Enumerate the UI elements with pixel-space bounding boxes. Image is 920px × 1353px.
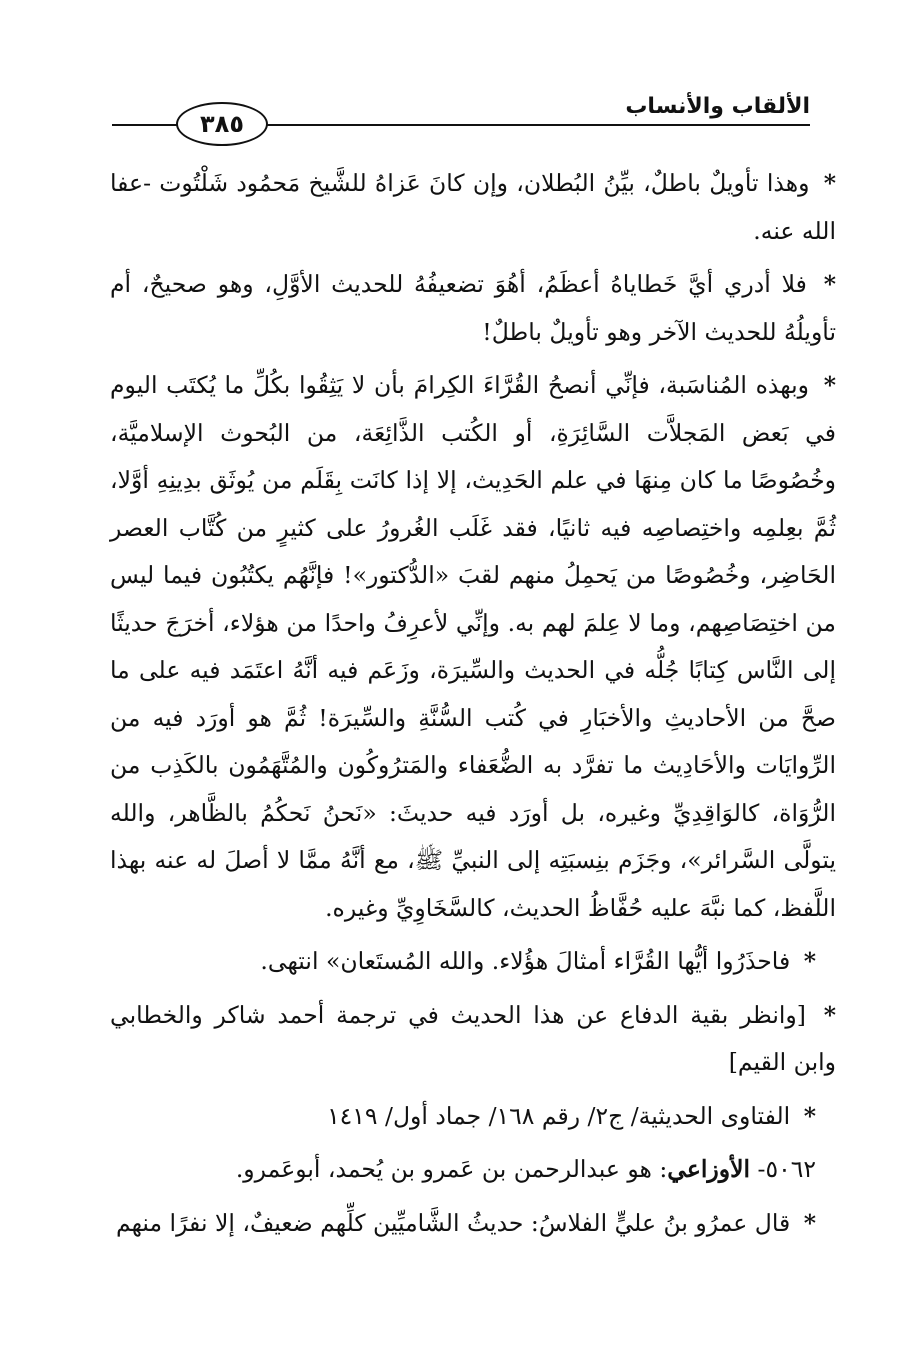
entry-text: : هو عبدالرحمن بن عَمرو بن يُحمد، أبوعَمرو. <box>235 1155 668 1183</box>
star-bullet-icon: * <box>803 1101 816 1130</box>
star-bullet-icon: * <box>803 1208 816 1237</box>
page-body <box>110 160 836 1253</box>
entry-number: ٥٠٦٢- <box>757 1155 816 1183</box>
entry-term: الأوزاعي <box>667 1155 751 1183</box>
star-bullet-icon: * <box>803 947 816 975</box>
paragraph <box>110 992 836 1087</box>
paragraph-text: وهذا تأويلٌ باطلٌ، بيِّنُ البُطلان، وإن كانَ عَزاهُ للشَّيخ مَحمُود شَلْتُوت -عفا الله عنه. <box>110 169 836 245</box>
paragraph-text: [وانظر بقية الدفاع عن هذا الحديث في ترجمة أحمد شاكر والخطابي وابن القيم] <box>110 1000 836 1076</box>
paragraph-text: فلا أدري أيَّ خَطاياهُ أعظَمُ، أهُوَ تضعيفُهُ للحديث الأوَّلِ، وهو صحيحٌ، أم تأويلُهُ للحديث الآخر وهو تأويلٌ باطلٌ! <box>110 270 836 346</box>
star-bullet-icon: * <box>823 1000 836 1029</box>
paragraph <box>110 261 836 356</box>
star-bullet-icon: * <box>823 270 836 298</box>
star-bullet-icon: * <box>823 371 836 399</box>
paragraph-text: قال عمرُو بنُ عليٍّ الفلاسُ: حديثُ الشَّاميِّين كلِّهم ضعيفٌ، إلا نفرًا منهم <box>115 1208 791 1237</box>
paragraph-text: فاحذَرُوا أيُّها القُرَّاء أمثالَ هؤُلاء. والله المُستَعان» انتهى. <box>260 947 791 975</box>
paragraph-text: وبهذه المُناسَبة، فإنِّي أنصحُ القُرَّاءَ الكِرامَ بأن لا يَثِقُوا بكُلِّ ما يُكتَب اليوم في بَعض المَجلاَّت السَّائِرَةِ، أو الكُتب الذَّائِعَة، من البُحوث الإسلاميَّة، وخُصُوصًا ما كان مِنهَا في علم الحَدِيث، إلا إذا كانَت بِقَلَم من يُوثَق بدِينِهِ أوَّلا، ثُمَّ بعِلمِه واختِصاصِه فيه ثانيًا، فقد غَلَب الغُرورُ على كثيرٍ من كُتَّاب العصر الحَاضِر، وخُصُوصًا من يَحمِلُ منهم لقبَ «الدُّكتور»! فإنَّهُم يكتُبُون فيما ليس من اختِصَاصِهم، وما لا عِلمَ لهم به. وإنِّي لأعرِفُ واحدًا من هؤلاء، أخرَجَ حديثًا إلى النَّاس كِتابًا جُلُّه في الحديث والسِّيرَة، وزَعَم فيه أنَّهُ اعتَمَد فيه على ما صحَّ من الأحاديثِ والأخبَارِ في كُتب السُّنَّةِ والسِّيرَة! ثُمَّ هو أورَد فيه من الرِّوايَات والأحَادِيث ما تفرَّد به الضُّعَفاء والمَترُوكُون والمُتَّهَمُون بالكَذِب من الرُّوَاة، كالوَاقِدِيِّ وغيره، بل أورَد فيه حديثَ: «نَحنُ نَحكُمُ بالظَّاهر، والله يتولَّى السَّرائر»، وجَزَم بنِسبَتِه إلى النبيِّ ﷺ، مع أنَّهُ ممَّا لا أصلَ له عنه بهذا اللَّفظ، كما نبَّهَ عليه حُفَّاظُ الحديث، كالسَّخَاوِيِّ وغيره. <box>110 371 836 922</box>
citation-text: الفتاوى الحديثية/ ج٢/ رقم ١٦٨/ جماد أول/ ١٤١٩ <box>327 1101 791 1130</box>
paragraph <box>110 160 836 255</box>
paragraph <box>110 362 836 932</box>
paragraph <box>110 1200 836 1248</box>
running-head-title: الألقاب والأنساب <box>625 94 810 119</box>
page-number: ٣٨٥ <box>176 102 268 146</box>
star-bullet-icon: * <box>823 169 836 197</box>
biography-entry <box>110 1146 836 1194</box>
paragraph <box>110 938 836 986</box>
source-citation <box>110 1093 836 1141</box>
page-header <box>112 88 810 148</box>
